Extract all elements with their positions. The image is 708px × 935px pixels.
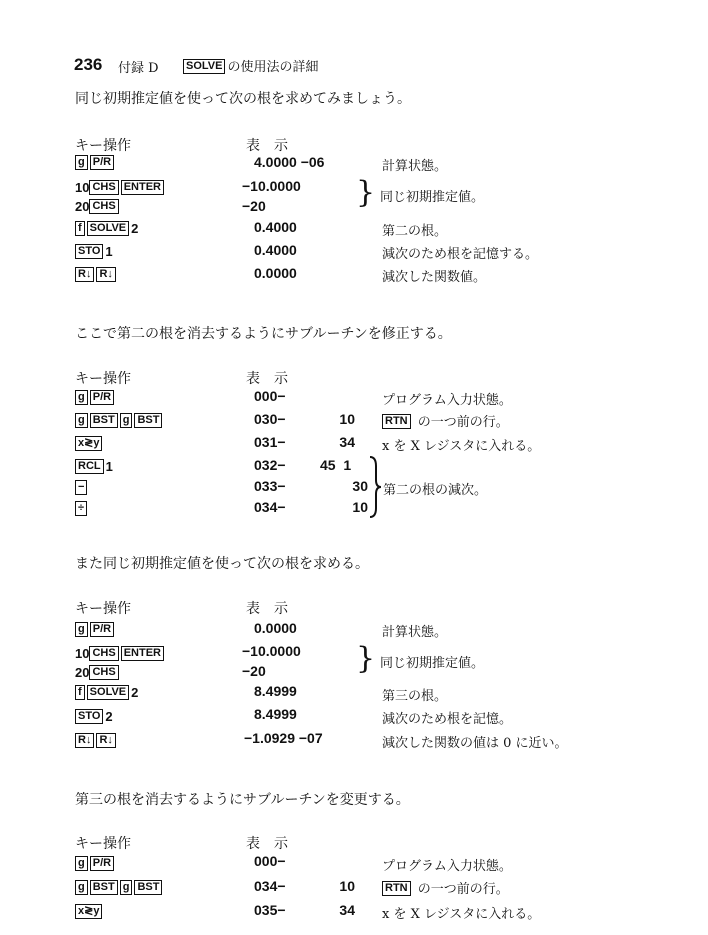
key-suffix: 1 [105,244,113,260]
key: P/R [90,155,114,170]
sec4-row3-code: 34 [339,902,355,918]
appendix-label: 付録 D [118,61,159,76]
sec3-pair-remark: 同じ初期推定値。 [380,656,485,671]
sec3-row1-remark: 計算状態。 [382,625,448,640]
sec4-col-keys: キー操作 [75,836,131,852]
sec2-row1-display: 000− [254,388,286,404]
key: g [75,390,88,405]
sec1-brace: } [356,175,376,210]
key: − [75,480,87,495]
solve-key: SOLVE [183,59,225,74]
sec3-row1-display: 0.0000 [254,620,297,636]
sec4-row1-remark: プログラム入力状態。 [382,859,512,874]
sec2-row6-code: 10 [352,499,368,515]
sec2-col-keys: キー操作 [75,371,131,387]
sec2-row6-keys [75,500,89,516]
sec2-col-display: 表 示 [246,371,288,387]
sec4-row2-display: 034− [254,878,286,894]
sec4-row3-keys [75,903,104,919]
sec3-row5-keys [75,708,113,724]
sec1-row5-display: 0.4000 [254,242,297,258]
key: STO [75,709,103,724]
sec3-row3-display: −20 [242,663,266,679]
key: CHS [89,646,118,661]
sec3-row1-keys [75,621,116,637]
sec4-row2-code: 10 [339,878,355,894]
sec1-row4-keys [75,220,138,236]
rtn-key: RTN [382,414,411,429]
key: CHS [89,665,118,680]
key: R↓ [75,733,94,748]
key: BST [90,413,118,428]
sec2-brace [368,456,382,518]
sec1-row1-keys [75,154,116,170]
sec4-row1-keys [75,855,116,871]
key: STO [75,244,103,259]
key: RCL [75,459,104,474]
sec3-row2-keys [75,645,166,661]
sec3-brace: } [356,641,376,676]
key: g [120,413,133,428]
sec2-row3-code: 34 [339,434,355,450]
sec2-row4-code: 45 1 [320,457,352,473]
key: g [75,622,88,637]
key: CHS [89,199,118,214]
sec4-row1-display: 000− [254,853,286,869]
key: BST [90,880,118,895]
sec4-row3-remark: x を X レジスタに入れる。 [382,907,541,922]
key: x≷y [75,904,102,919]
sec2-row4-display: 032− [254,457,286,473]
sec2-row1-keys [75,389,116,405]
key: P/R [90,856,114,871]
key: CHS [89,180,118,195]
sec3-row5-display: 8.4999 [254,706,297,722]
sec1-row4-display: 0.4000 [254,219,297,235]
key: R↓ [75,267,94,282]
key-suffix: 1 [105,459,113,475]
key: ÷ [75,501,87,516]
sec3-row6-keys [75,732,118,748]
sec1-row3-keys [75,198,121,214]
sec2-row4-keys [75,458,113,474]
sec3-col-keys: キー操作 [75,601,131,617]
key: ENTER [121,646,164,661]
key: g [120,880,133,895]
key: f [75,221,85,236]
key: BST [134,413,162,428]
key: SOLVE [87,685,129,700]
key: P/R [90,390,114,405]
sec2-row3-keys [75,435,104,451]
key-prefix: 20 [75,199,90,215]
sec4-row2-remark [382,878,509,897]
sec1-row6-remark: 減次した関数値。 [382,270,487,285]
sec1-row6-display: 0.0000 [254,265,297,281]
sec2-row3-remark: x を X レジスタに入れる。 [382,439,541,454]
sec1-col-keys: キー操作 [75,138,131,154]
sec4-intro: 第三の根を消去するようにサブルーチンを変更する。 [75,792,410,808]
key: BST [134,880,162,895]
key: x≷y [75,436,102,451]
sec2-row3-display: 031− [254,434,286,450]
sec1-pair-remark: 同じ初期推定値。 [380,190,485,205]
sec2-row2-keys [75,412,164,428]
key-suffix: 2 [131,685,139,701]
sec3-row4-remark: 第三の根。 [382,689,448,704]
sec1-row5-remark: 減次のため根を記憶する。 [382,247,539,262]
sec1-row1-remark: 計算状態。 [382,159,448,174]
key: g [75,155,88,170]
sec2-row2-display: 030− [254,411,286,427]
remark-text: の一つ前の行。 [417,415,509,430]
key: SOLVE [87,221,129,236]
sec1-row6-keys [75,266,118,282]
key: R↓ [96,733,115,748]
sec3-row2-display: −10.0000 [242,643,301,659]
sec2-row5-keys [75,479,89,495]
sec3-row4-keys [75,684,138,700]
key: g [75,413,88,428]
sec1-row4-remark: 第二の根。 [382,224,448,239]
key: g [75,880,88,895]
header-title-text: の使用法の詳細 [227,60,319,75]
sec2-intro: ここで第二の根を消去するようにサブルーチンを修正する。 [75,326,452,342]
sec2-group-remark: 第二の根の減次。 [383,483,488,498]
remark-text: の一つ前の行。 [417,882,509,897]
sec4-row2-keys [75,879,164,895]
sec2-row5-code: 30 [352,478,368,494]
sec2-row2-code: 10 [339,411,355,427]
sec1-col-display: 表 示 [246,138,288,154]
key: g [75,856,88,871]
sec3-row6-display: −1.0929 −07 [244,730,323,746]
sec2-row6-display: 034− [254,499,286,515]
sec4-row3-display: 035− [254,902,286,918]
key-suffix: 2 [131,221,139,237]
rtn-key: RTN [382,881,411,896]
sec2-row1-remark: プログラム入力状態。 [382,393,512,408]
sec1-row1-display: 4.0000 −06 [254,154,325,170]
key-suffix: 2 [105,709,113,725]
sec4-col-display: 表 示 [246,836,288,852]
sec1-row5-keys [75,243,113,259]
key: P/R [90,622,114,637]
sec2-row2-remark [382,411,509,430]
key-prefix: 10 [75,646,90,662]
sec3-intro: また同じ初期推定値を使って次の根を求める。 [75,556,369,572]
key: ENTER [121,180,164,195]
sec3-row4-display: 8.4999 [254,683,297,699]
sec3-row3-keys [75,664,121,680]
key: R↓ [96,267,115,282]
key-prefix: 20 [75,665,90,681]
sec1-intro: 同じ初期推定値を使って次の根を求めてみましょう。 [75,91,411,107]
key: f [75,685,85,700]
sec1-row2-display: −10.0000 [242,178,301,194]
page-number: 236 [74,55,103,74]
sec3-col-display: 表 示 [246,601,288,617]
sec1-row2-keys [75,179,166,195]
header-title [183,56,319,75]
sec3-row5-remark: 減次のため根を記憶。 [382,712,513,727]
sec2-row5-display: 033− [254,478,286,494]
sec1-row3-display: −20 [242,198,266,214]
sec3-row6-remark: 減次した関数の値は 0 に近い。 [382,736,568,751]
key-prefix: 10 [75,180,90,196]
